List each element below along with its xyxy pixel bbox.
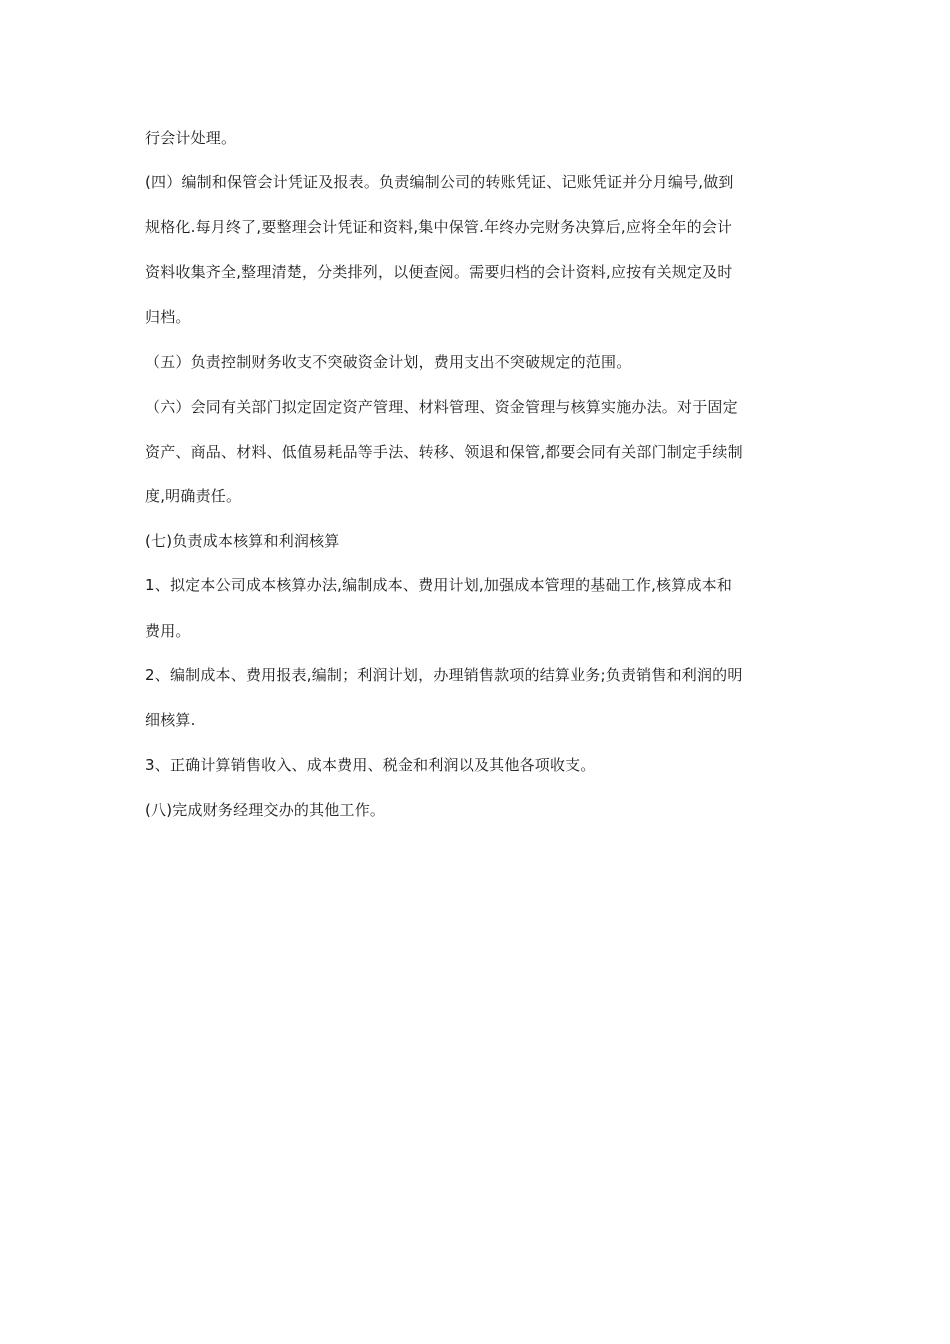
text-line: （五）负责控制财务收支不突破资金计划，费用支出不突破规定的范围。 [145, 353, 632, 371]
text-line: 行会计处理。 [145, 129, 237, 147]
text-line: 细核算. [145, 711, 196, 729]
text-line: 度,明确责任。 [145, 487, 242, 505]
text-line: 规格化.每月终了,要整理会计凭证和资料,集中保管.年终办完财务决算后,应将全年的会计 [145, 218, 733, 236]
text-line: 3、正确计算销售收入、成本费用、税金和利润以及其他各项收支。 [145, 756, 596, 774]
text-line: (七)负责成本核算和利润核算 [145, 532, 340, 550]
text-line: 2、编制成本、费用报表,编制；利润计划，办理销售款项的结算业务;负责销售和利润的明 [145, 666, 743, 684]
text-line: (四）编制和保管会计凭证及报表。负责编制公司的转账凭证、记账凭证并分月编号,做到 [145, 173, 734, 191]
text-line: 1、拟定本公司成本核算办法,编制成本、费用计划,加强成本管理的基础工作,核算成本和 [145, 576, 733, 594]
text-line: 费用。 [145, 622, 191, 640]
text-line: 资料收集齐全,整理清楚，分类排列，以便查阅。需要归档的会计资料,应按有关规定及时 [145, 263, 733, 281]
text-line: (八)完成财务经理交办的其他工作。 [145, 801, 386, 819]
text-line: （六）会同有关部门拟定固定资产管理、材料管理、资金管理与核算实施办法。对于固定 [145, 398, 738, 416]
text-line: 资产、商品、材料、低值易耗品等手法、转移、领退和保管,都要会同有关部门制定手续制 [145, 443, 743, 461]
text-line: 归档。 [145, 308, 191, 326]
